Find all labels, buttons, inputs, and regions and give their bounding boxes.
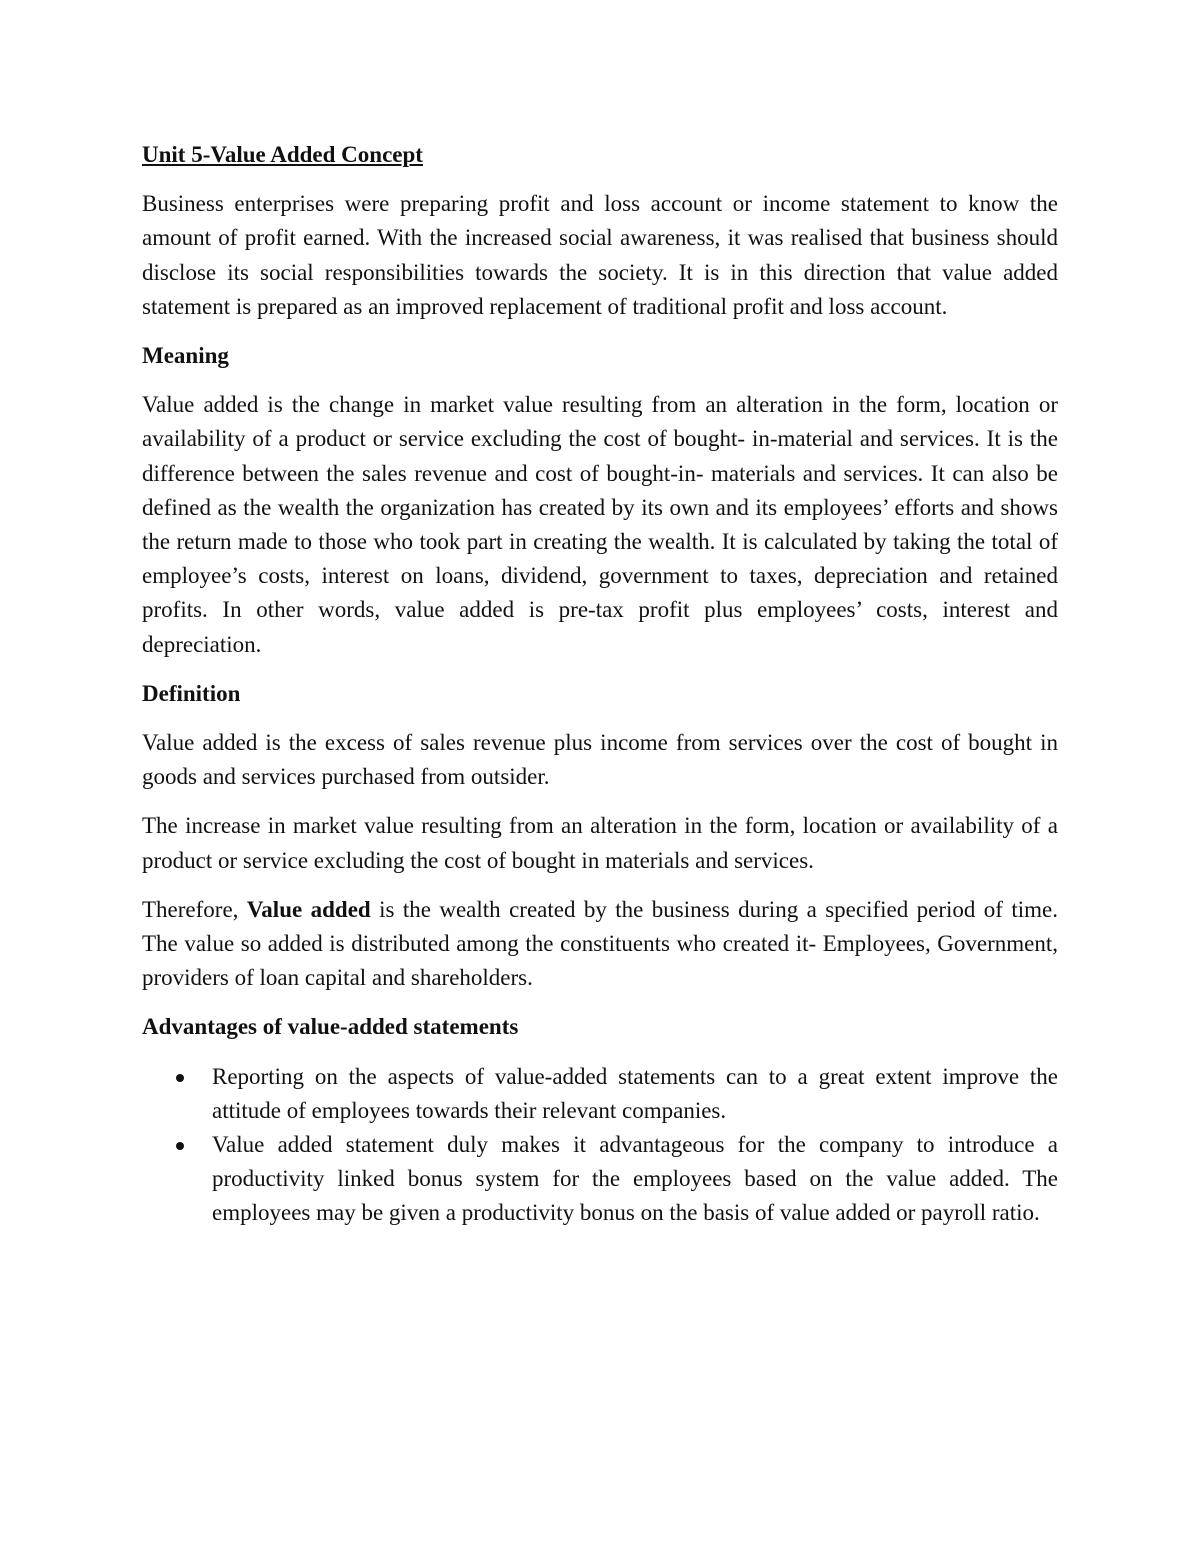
bullet-icon bbox=[176, 1142, 184, 1150]
list-item-text: Value added statement duly makes it advantageous for the company to introduce a productivity linked bonus system for the employees based on the value added. The employees may be given a productivity bonus on the basis of value added or payroll ratio. bbox=[212, 1132, 1058, 1226]
definition-paragraph-3 bbox=[142, 893, 1058, 996]
definition-para3-lead: Therefore, bbox=[142, 896, 247, 922]
definition-heading: Definition bbox=[142, 680, 241, 706]
list-item bbox=[142, 1060, 1058, 1128]
list-item-text: Reporting on the aspects of value-added statements can to a great extent improve the attitude of employees towards their relevant companies. bbox=[212, 1063, 1058, 1123]
meaning-heading: Meaning bbox=[142, 343, 229, 369]
definition-paragraph-1: Value added is the excess of sales revenue plus income from services over the cost of bought in goods and services purchased from outsider. bbox=[142, 730, 1058, 790]
bullet-icon bbox=[176, 1074, 184, 1082]
meaning-paragraph: Value added is the change in market value resulting from an alteration in the form, location or availability of a product or service excluding the cost of bought- in-material and services. It is the difference between the sales revenue and cost of bought-in- materials and services. It can also be defined as the wealth the organization has created by its own and its employees’ efforts and shows the return made to those who took part in creating the wealth. It is calculated by taking the total of employee’s costs, interest on loans, dividend, government to taxes, depreciation and retained profits. In other words, value added is pre-tax profit plus employees’ costs, interest and depreciation. bbox=[142, 392, 1058, 657]
document-page bbox=[142, 138, 1058, 1231]
definition-paragraph-2: The increase in market value resulting from an alteration in the form, location or availability of a product or service excluding the cost of bought in materials and services. bbox=[142, 813, 1058, 873]
intro-paragraph: Business enterprises were preparing profit and loss account or income statement to know the amount of profit earned. With the increased social awareness, it was realised that business should disclose its social responsibilities towards the society. It is in this direction that value added statement is prepared as an improved replacement of traditional profit and loss account. bbox=[142, 191, 1058, 319]
advantages-heading: Advantages of value-added statements bbox=[142, 1014, 519, 1040]
definition-para3-term: Value added bbox=[246, 896, 371, 922]
page-title: Unit 5-Value Added Concept bbox=[142, 142, 423, 167]
advantages-list bbox=[142, 1060, 1058, 1231]
definition-para3-rest: is the wealth created by the business during a specified period of time. The value so added is distributed among the constituents who created it- Employees, Government, providers of loan capital and shareholders. bbox=[142, 896, 1058, 991]
list-item bbox=[142, 1128, 1058, 1231]
